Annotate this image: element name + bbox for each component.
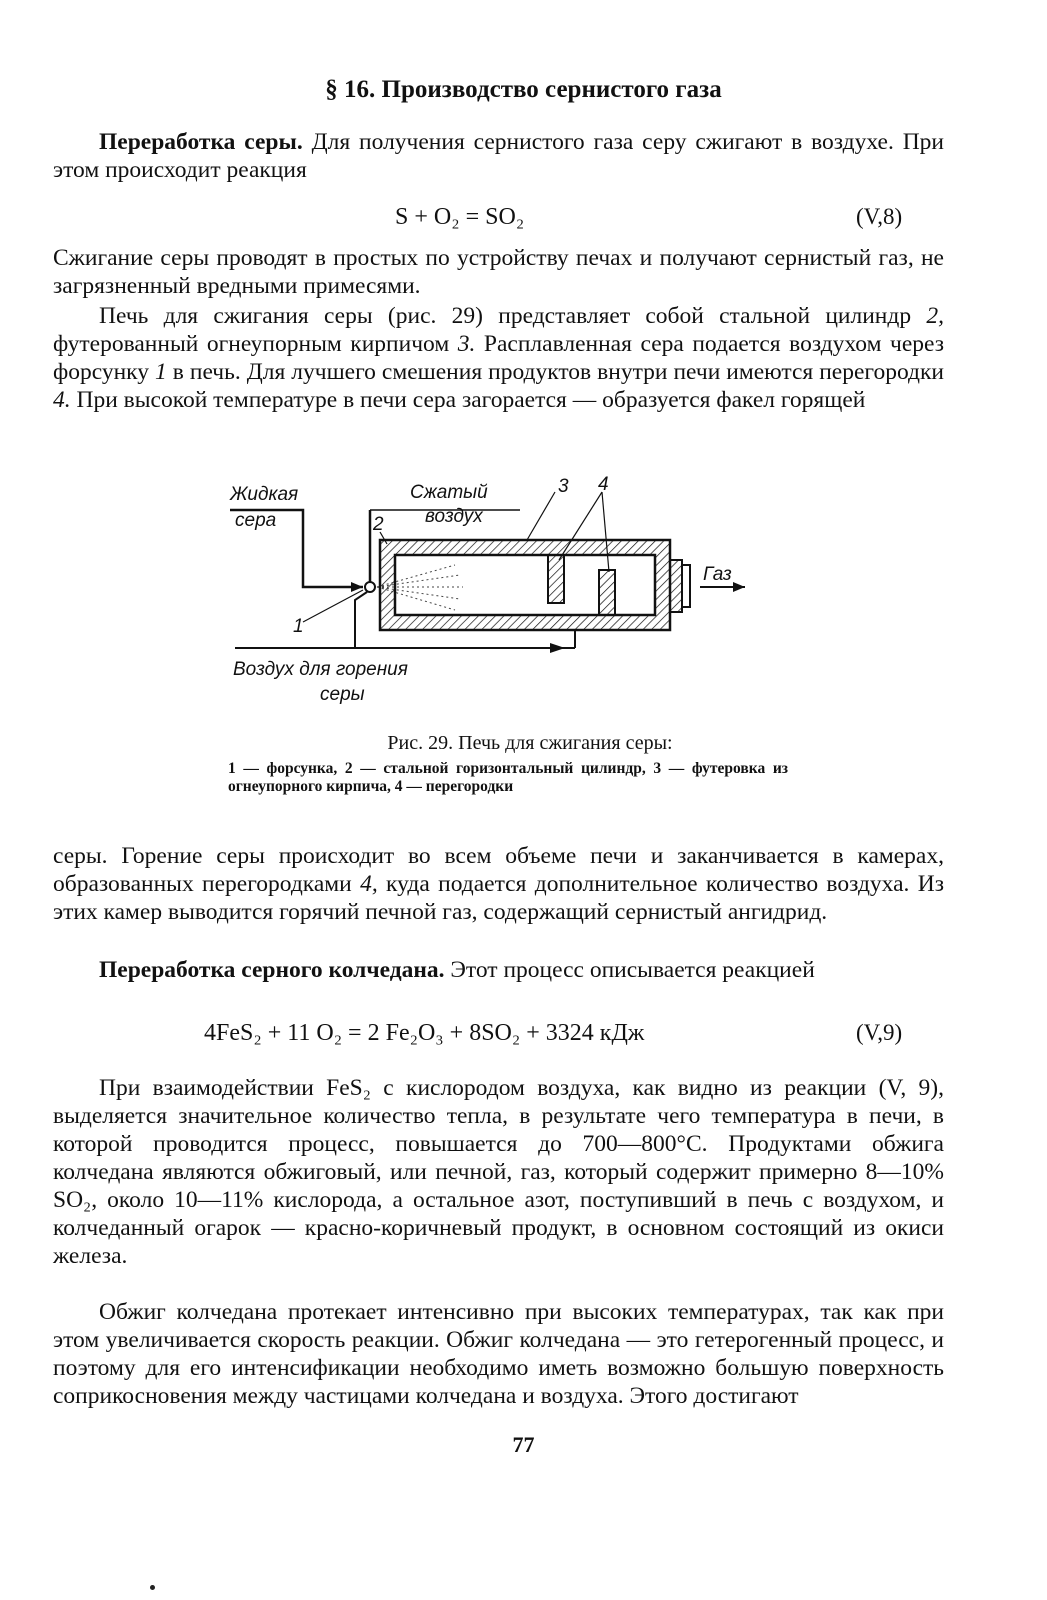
paragraph-text: При взаимодействии FeS₂ с кислородом воздуха, как видно из реакции (V, 9), выделяется значительное количество тепла, в результате чего температура в печи, в которой проводится процесс, повышается до 700—800°C. Продуктами обжига колчедана являются обжиговый, или печной, газ, который содержит примерно 8—10% SO₂, около 10—11% кислорода, а остальное азот, поступивший в печь с воздухом, и колчеданный огарок — красно-коричневый продукт, в основном состоящий из окиси железа. xyxy=(53,1075,944,1269)
paragraph-lead: Переработка серы. xyxy=(99,129,303,155)
furnace-diagram xyxy=(225,470,765,720)
paragraph-text: Сжигание серы проводят в простых по устройству печах и получают сернистый газ, не загрязненный вредными примесями. xyxy=(53,245,944,299)
text-run: в печь. Для лучшего смешения продуктов внутри печи имеются перегородки xyxy=(166,359,944,385)
text-run: серы. Горение серы происходит во всем объеме печи и заканчивается в камерах, образованных перегородками xyxy=(53,843,944,897)
eq-term-s: S xyxy=(395,204,409,230)
label-gas: Газ xyxy=(703,564,732,585)
text-run: Печь для сжигания серы (рис. 29) представляет собой стальной цилиндр xyxy=(99,303,927,329)
ref-4: 4. xyxy=(53,387,71,413)
outlet-pipe xyxy=(682,565,690,607)
label-num-1: 1 xyxy=(293,616,304,637)
paragraph-pyrite-processing xyxy=(53,956,944,984)
equation-number-v9: (V,9) xyxy=(856,1020,903,1045)
section-heading: § 16. Производство сернистого газа xyxy=(325,76,722,103)
paragraph-combustion xyxy=(53,244,944,300)
equation-v9: 4FeS₂ + 11 O₂ = 2 Fe₂O₃ + 8SO₂ + 3324 кДж xyxy=(204,1020,645,1046)
paragraph-text: Этот процесс описывается реакцией xyxy=(444,957,815,983)
paragraph-combustion-chambers xyxy=(53,842,944,926)
equation-v8 xyxy=(395,204,524,231)
label-num-2: 2 xyxy=(373,514,384,535)
leader-line-3 xyxy=(527,492,555,540)
label-liquid-sulfur-1: Жидкая xyxy=(230,484,299,505)
label-compressed-air-2: воздух xyxy=(425,506,483,527)
ref-1: 1 xyxy=(155,359,167,385)
equation-number-v8: (V,8) xyxy=(856,204,903,229)
eq-term-o2: O₂ xyxy=(433,204,460,230)
eq-term-so2: SO₂ xyxy=(485,204,525,230)
text-run: футерованный огнеупорным кирпичом xyxy=(53,331,458,357)
paragraph-text: Для получения сернистого газа серу сжигают в воздухе. При этом происходит реакция xyxy=(53,129,945,183)
air-branch-burner xyxy=(355,592,367,648)
text-run: куда подается дополнительное количество воздуха. Из этих камер выводится горячий печной газ, содержащий сернистый ангидрид. xyxy=(53,871,945,925)
leader-line-4b xyxy=(602,492,609,572)
label-air-combustion-1: Воздух для горения xyxy=(233,659,408,680)
figure-caption-legend: 1 — форсунка, 2 — стальной горизонтальный цилиндр, 3 — футеровка из огнеупорного кирпича, 4 — перегородки xyxy=(228,760,788,795)
arrow-icon xyxy=(550,643,565,653)
label-compressed-air-1: Сжатый xyxy=(410,482,488,503)
eq-plus: + xyxy=(414,204,428,230)
furnace-shell xyxy=(380,540,670,630)
partition-upper xyxy=(548,555,564,603)
paragraph-interaction xyxy=(53,1074,944,1270)
outlet-flange xyxy=(670,560,682,612)
label-liquid-sulfur-2: сера xyxy=(235,510,277,531)
ref-2: 2, xyxy=(926,303,944,329)
arrow-icon xyxy=(733,582,745,592)
text-run: При высокой температуре в печи сера загорается — образуется факел горящей xyxy=(70,387,866,413)
paragraph-text: Обжиг колчедана протекает интенсивно при высоких температурах, так как при этом увеличивается скорость реакции. Обжиг колчедана — это гетерогенный процесс, и поэтому для его интенсификации необходимо иметь возможно большую поверхность соприкосновения между частицами колчедана и воздуха. Этого достигают xyxy=(53,1299,944,1409)
partition-lower xyxy=(599,570,615,615)
label-air-combustion-2: серы xyxy=(320,684,365,705)
paragraph-roasting xyxy=(53,1298,944,1410)
text-run: Расплавленная сера подается воздухом через форсунку xyxy=(53,331,944,385)
ref-4: 4, xyxy=(360,871,378,897)
burner-nozzle xyxy=(365,582,375,592)
label-num-4: 4 xyxy=(598,474,609,495)
page-number: 77 xyxy=(512,1432,535,1457)
label-num-3: 3 xyxy=(558,476,569,497)
paragraph-lead: Переработка серного колчедана. xyxy=(99,957,445,983)
paragraph-sulfur-processing xyxy=(53,128,944,184)
ref-3: 3. xyxy=(457,331,476,357)
speck xyxy=(150,1585,155,1590)
paragraph-furnace xyxy=(53,302,944,414)
figure-caption-title: Рис. 29. Печь для сжигания серы: xyxy=(387,732,673,754)
eq-equals: = xyxy=(465,204,480,230)
